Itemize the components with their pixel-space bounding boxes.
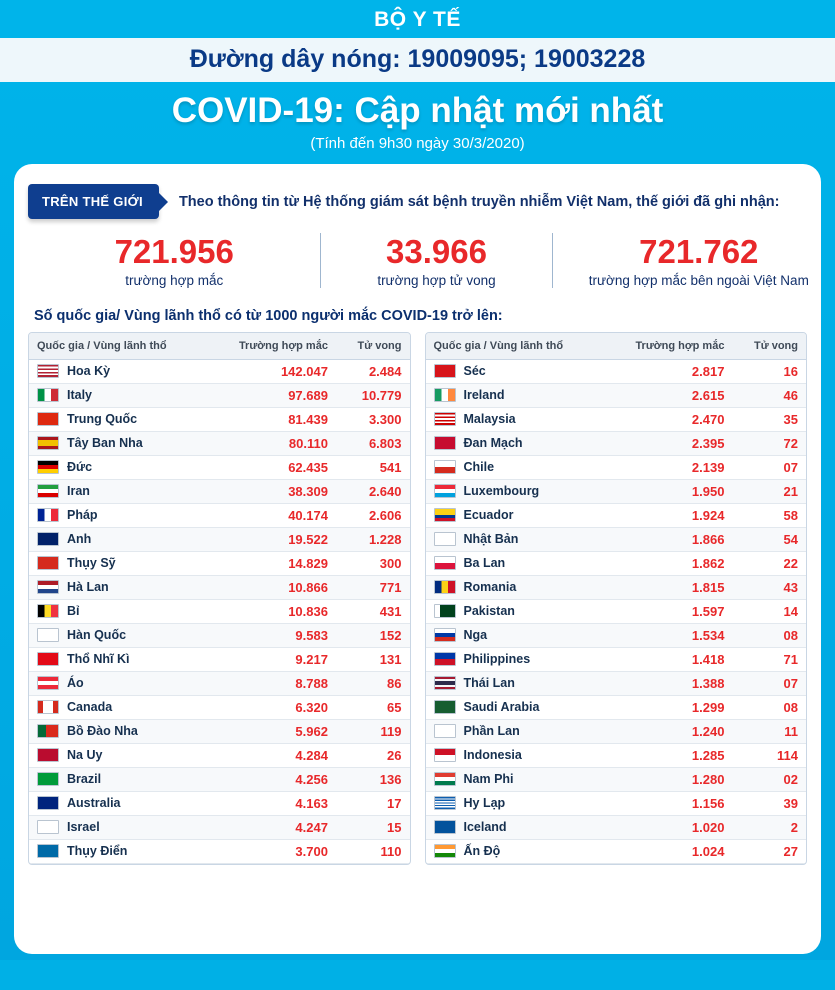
stat-total-deaths bbox=[320, 233, 551, 288]
country-name: Pakistan bbox=[463, 604, 515, 619]
cell-country bbox=[426, 839, 604, 863]
country-name: Nam Phi bbox=[463, 772, 514, 787]
country-name: Philippines bbox=[463, 652, 531, 667]
table-row bbox=[426, 383, 807, 407]
cell-cases: 1.280 bbox=[691, 771, 725, 787]
table-body-left bbox=[29, 359, 410, 863]
cell-cases: 80.110 bbox=[288, 435, 328, 451]
cell-cases: 6.320 bbox=[295, 699, 328, 715]
stat-total-cases bbox=[28, 233, 320, 288]
cell-cases: 2.615 bbox=[691, 387, 725, 403]
table-row bbox=[426, 839, 807, 863]
table-row bbox=[29, 599, 410, 623]
country-name: Ireland bbox=[463, 388, 505, 403]
table-row bbox=[426, 575, 807, 599]
country-name: Saudi Arabia bbox=[463, 700, 540, 715]
table-row bbox=[426, 455, 807, 479]
country-name: Malaysia bbox=[463, 412, 516, 427]
cell-cases: 2.817 bbox=[691, 363, 725, 379]
flag-icon-is bbox=[434, 820, 456, 834]
table-row bbox=[29, 791, 410, 815]
cell-deaths: 17 bbox=[387, 795, 402, 811]
table-row bbox=[29, 671, 410, 695]
cell-deaths: 119 bbox=[380, 723, 402, 739]
flag-icon-my bbox=[434, 412, 456, 426]
cell-cases: 4.163 bbox=[295, 795, 328, 811]
cell-country bbox=[426, 359, 604, 383]
country-name: Trung Quốc bbox=[67, 412, 138, 427]
flag-icon-pt bbox=[37, 724, 59, 738]
cell-deaths: 3.300 bbox=[368, 411, 402, 427]
table-row bbox=[426, 647, 807, 671]
cell-cases: 1.388 bbox=[691, 675, 725, 691]
cell-cases: 1.815 bbox=[691, 579, 725, 595]
cell-country bbox=[29, 359, 207, 383]
cell-deaths: 08 bbox=[783, 699, 798, 715]
cell-country bbox=[29, 407, 207, 431]
cell-country bbox=[29, 671, 207, 695]
flag-icon-ro bbox=[434, 580, 456, 594]
cell-cases: 1.299 bbox=[691, 699, 725, 715]
table-row bbox=[426, 407, 807, 431]
cell-cases: 62.435 bbox=[288, 459, 328, 475]
table-row bbox=[29, 575, 410, 599]
cell-cases: 81.439 bbox=[288, 411, 328, 427]
cell-deaths: 07 bbox=[783, 675, 798, 691]
table-row bbox=[426, 599, 807, 623]
flag-icon-no bbox=[37, 748, 59, 762]
country-name: Brazil bbox=[67, 772, 102, 787]
flag-icon-sa bbox=[434, 700, 456, 714]
cell-deaths: 14 bbox=[783, 603, 798, 619]
cell-deaths: 136 bbox=[379, 771, 402, 787]
table-body-right bbox=[426, 359, 807, 863]
country-table-left bbox=[28, 332, 411, 865]
cell-cases: 2.470 bbox=[691, 411, 725, 427]
table-row bbox=[29, 767, 410, 791]
cell-cases: 40.174 bbox=[288, 507, 328, 523]
country-name: Séc bbox=[463, 364, 486, 379]
table-row bbox=[426, 695, 807, 719]
stat-value: 33.966 bbox=[386, 233, 487, 270]
country-table-right bbox=[425, 332, 808, 865]
country-name: Ba Lan bbox=[463, 556, 506, 571]
flag-icon-de bbox=[37, 460, 59, 474]
table-row bbox=[29, 359, 410, 383]
cell-cases: 8.788 bbox=[295, 675, 328, 691]
country-name: Nga bbox=[463, 628, 488, 643]
cell-cases: 1.950 bbox=[691, 483, 725, 499]
cell-deaths: 2.640 bbox=[368, 483, 402, 499]
flag-icon-ca bbox=[37, 700, 59, 714]
flag-icon-ie bbox=[434, 388, 456, 402]
cell-deaths: 65 bbox=[387, 699, 402, 715]
country-name: Ấn Độ bbox=[463, 844, 501, 859]
cell-cases: 2.395 bbox=[691, 435, 725, 451]
cell-cases: 4.284 bbox=[295, 747, 328, 763]
cell-deaths: 131 bbox=[379, 651, 402, 667]
stat-label: trường hợp mắc bên ngoài Việt Nam bbox=[588, 272, 809, 288]
country-name: Anh bbox=[67, 532, 92, 547]
table-row bbox=[426, 791, 807, 815]
cell-deaths: 21 bbox=[783, 483, 798, 499]
world-tag: TRÊN THẾ GIỚI bbox=[28, 184, 159, 219]
table-row bbox=[426, 479, 807, 503]
stat-value: 721.956 bbox=[114, 233, 234, 270]
country-name: Iran bbox=[67, 484, 90, 499]
country-name: Tây Ban Nha bbox=[67, 436, 143, 451]
table-row bbox=[426, 623, 807, 647]
country-name: Đan Mạch bbox=[463, 436, 523, 451]
cell-country bbox=[29, 551, 207, 575]
cell-cases: 9.583 bbox=[295, 627, 328, 643]
table-row bbox=[29, 479, 410, 503]
cell-cases: 5.962 bbox=[295, 723, 328, 739]
cell-cases: 1.534 bbox=[691, 627, 725, 643]
cell-cases: 1.156 bbox=[691, 795, 725, 811]
cell-deaths: 2 bbox=[790, 819, 798, 835]
cell-cases: 1.924 bbox=[691, 507, 725, 523]
cell-deaths: 541 bbox=[379, 459, 402, 475]
stat-cases-outside-vietnam bbox=[552, 233, 835, 288]
flag-icon-fr bbox=[37, 508, 59, 522]
table-row bbox=[29, 815, 410, 839]
table-row bbox=[426, 527, 807, 551]
country-name: Chile bbox=[463, 460, 495, 475]
country-name: Áo bbox=[67, 676, 84, 691]
cell-deaths: 46 bbox=[783, 387, 798, 403]
cell-cases: 2.139 bbox=[691, 459, 725, 475]
country-name: Hoa Kỳ bbox=[67, 364, 111, 379]
cell-country bbox=[426, 527, 604, 551]
cell-deaths: 771 bbox=[379, 579, 402, 595]
table-row bbox=[29, 431, 410, 455]
footer-spacer bbox=[0, 954, 835, 990]
cell-country bbox=[426, 431, 604, 455]
cell-country bbox=[426, 719, 604, 743]
cell-deaths: 22 bbox=[783, 555, 798, 571]
cell-deaths: 54 bbox=[783, 531, 798, 547]
country-name: Nhật Bản bbox=[463, 532, 519, 547]
cell-deaths: 27 bbox=[783, 843, 798, 859]
cell-deaths: 08 bbox=[783, 627, 798, 643]
flag-icon-se bbox=[37, 844, 59, 858]
cell-country bbox=[29, 743, 207, 767]
cell-cases: 1.024 bbox=[691, 843, 725, 859]
cell-country bbox=[29, 479, 207, 503]
cell-cases: 3.700 bbox=[295, 843, 328, 859]
cell-deaths: 6.803 bbox=[368, 435, 402, 451]
flag-icon-pl bbox=[434, 556, 456, 570]
country-name: Thổ Nhĩ Kì bbox=[67, 652, 130, 667]
flag-icon-tr bbox=[37, 652, 59, 666]
flag-icon-il bbox=[37, 820, 59, 834]
table-row bbox=[426, 815, 807, 839]
page-title: COVID-19: Cập nhật mới nhất bbox=[171, 91, 664, 130]
hotline-band bbox=[0, 38, 835, 82]
cell-cases: 97.689 bbox=[288, 387, 328, 403]
table-row bbox=[29, 647, 410, 671]
cell-country bbox=[29, 815, 207, 839]
country-name: Pháp bbox=[67, 508, 98, 523]
country-name: Australia bbox=[67, 796, 121, 811]
cell-country bbox=[426, 695, 604, 719]
cell-country bbox=[426, 575, 604, 599]
flag-icon-cz bbox=[434, 364, 456, 378]
country-name: Na Uy bbox=[67, 748, 103, 763]
flag-icon-kr bbox=[37, 628, 59, 642]
table-row bbox=[426, 671, 807, 695]
cell-cases: 4.247 bbox=[295, 819, 328, 835]
column-header-cases: Trường hợp mắc bbox=[604, 333, 733, 360]
cell-country bbox=[29, 623, 207, 647]
world-intro-text: Theo thông tin từ Hệ thống giám sát bệnh truyền nhiễm Việt Nam, thế giới đã ghi nhận: bbox=[178, 193, 780, 210]
cell-deaths: 10.779 bbox=[361, 387, 402, 403]
cell-cases: 10.836 bbox=[288, 603, 328, 619]
flag-icon-br bbox=[37, 772, 59, 786]
cell-cases: 1.418 bbox=[691, 651, 725, 667]
cell-country bbox=[29, 767, 207, 791]
country-name: Hy Lạp bbox=[463, 796, 506, 811]
cell-cases: 1.862 bbox=[691, 555, 725, 571]
cell-country bbox=[29, 383, 207, 407]
flag-icon-es bbox=[37, 436, 59, 450]
cell-country bbox=[426, 671, 604, 695]
cell-country bbox=[426, 743, 604, 767]
stat-label: trường hợp mắc bbox=[125, 272, 224, 288]
country-name: Italy bbox=[67, 388, 93, 403]
flag-icon-ir bbox=[37, 484, 59, 498]
country-name: Hà Lan bbox=[67, 580, 109, 595]
ministry-label: BỘ Y TẾ bbox=[374, 8, 461, 31]
cell-country bbox=[29, 527, 207, 551]
country-name: Ecuador bbox=[463, 508, 514, 523]
flag-icon-th bbox=[434, 676, 456, 690]
table-row bbox=[426, 743, 807, 767]
cell-deaths: 2.606 bbox=[368, 507, 402, 523]
cell-deaths: 02 bbox=[783, 771, 798, 787]
cell-cases: 1.240 bbox=[691, 723, 725, 739]
country-name: Bỉ bbox=[67, 604, 80, 619]
cell-country bbox=[426, 647, 604, 671]
cell-deaths: 26 bbox=[387, 747, 402, 763]
cell-country bbox=[29, 791, 207, 815]
flag-icon-ru bbox=[434, 628, 456, 642]
cell-cases: 10.866 bbox=[288, 579, 328, 595]
flag-icon-dk bbox=[434, 436, 456, 450]
cell-deaths: 11 bbox=[784, 723, 798, 739]
table-row bbox=[426, 767, 807, 791]
cell-country bbox=[29, 719, 207, 743]
flag-icon-it bbox=[37, 388, 59, 402]
table-row bbox=[29, 551, 410, 575]
flag-icon-be bbox=[37, 604, 59, 618]
flag-icon-ph bbox=[434, 652, 456, 666]
cell-deaths: 110 bbox=[380, 843, 402, 859]
cell-deaths: 300 bbox=[379, 555, 402, 571]
table-row bbox=[426, 503, 807, 527]
cell-deaths: 1.228 bbox=[368, 531, 402, 547]
table-row bbox=[426, 719, 807, 743]
table-row bbox=[29, 719, 410, 743]
cell-country bbox=[29, 575, 207, 599]
table-row bbox=[426, 551, 807, 575]
cell-cases: 1.866 bbox=[691, 531, 725, 547]
country-tables bbox=[28, 332, 807, 865]
country-name: Hàn Quốc bbox=[67, 628, 127, 643]
flag-icon-at bbox=[37, 676, 59, 690]
table-row bbox=[426, 431, 807, 455]
cell-deaths: 07 bbox=[783, 459, 798, 475]
country-name: Romania bbox=[463, 580, 517, 595]
country-name: Bồ Đào Nha bbox=[67, 724, 138, 739]
stat-label: trường hợp tử vong bbox=[377, 272, 496, 288]
cell-country bbox=[426, 503, 604, 527]
cell-country bbox=[426, 479, 604, 503]
cell-country bbox=[426, 455, 604, 479]
column-header-country: Quốc gia / Vùng lãnh thổ bbox=[29, 333, 207, 360]
cell-deaths: 71 bbox=[783, 651, 798, 667]
cell-deaths: 35 bbox=[783, 411, 798, 427]
cell-cases: 1.597 bbox=[691, 603, 725, 619]
flag-icon-ch bbox=[37, 556, 59, 570]
country-name: Thụy Sỹ bbox=[67, 556, 116, 571]
cell-country bbox=[426, 551, 604, 575]
table-row bbox=[426, 359, 807, 383]
hotline-text: Đường dây nóng: 19009095; 19003228 bbox=[189, 45, 646, 73]
flag-icon-lu bbox=[434, 484, 456, 498]
cell-country bbox=[426, 815, 604, 839]
flag-icon-in bbox=[434, 844, 456, 858]
country-name: Thụy Điển bbox=[67, 844, 128, 859]
table-row bbox=[29, 455, 410, 479]
column-header-country: Quốc gia / Vùng lãnh thổ bbox=[426, 333, 604, 360]
country-name: Israel bbox=[67, 820, 100, 835]
cell-deaths: 2.484 bbox=[368, 363, 402, 379]
flag-icon-au bbox=[37, 796, 59, 810]
content-card bbox=[14, 164, 821, 954]
table-header-row bbox=[426, 333, 807, 360]
cell-country bbox=[29, 839, 207, 863]
cell-deaths: 72 bbox=[783, 435, 798, 451]
cell-country bbox=[29, 647, 207, 671]
cell-deaths: 39 bbox=[783, 795, 798, 811]
cell-deaths: 16 bbox=[783, 363, 798, 379]
cell-cases: 14.829 bbox=[288, 555, 328, 571]
flag-icon-jp bbox=[434, 532, 456, 546]
country-name: Đức bbox=[67, 460, 93, 475]
cell-deaths: 114 bbox=[777, 747, 798, 763]
cell-country bbox=[29, 431, 207, 455]
flag-icon-fi bbox=[434, 724, 456, 738]
cell-deaths: 43 bbox=[783, 579, 798, 595]
column-header-cases: Trường hợp mắc bbox=[207, 333, 336, 360]
table-row bbox=[29, 743, 410, 767]
column-header-deaths: Tử vong bbox=[732, 333, 806, 360]
cell-country bbox=[426, 623, 604, 647]
column-header-deaths: Tử vong bbox=[336, 333, 410, 360]
flag-icon-gb bbox=[37, 532, 59, 546]
cell-deaths: 152 bbox=[379, 627, 402, 643]
table-row bbox=[29, 407, 410, 431]
table-row bbox=[29, 527, 410, 551]
flag-icon-pk bbox=[434, 604, 456, 618]
cell-deaths: 431 bbox=[379, 603, 402, 619]
table-row bbox=[29, 839, 410, 863]
country-name: Phần Lan bbox=[463, 724, 520, 739]
cell-country bbox=[426, 791, 604, 815]
cell-country bbox=[29, 599, 207, 623]
table-row bbox=[29, 503, 410, 527]
cell-country bbox=[426, 383, 604, 407]
world-header-row bbox=[28, 184, 807, 219]
table-row bbox=[29, 695, 410, 719]
page-subtitle: (Tính đến 9h30 ngày 30/3/2020) bbox=[310, 135, 525, 152]
cell-cases: 142.047 bbox=[280, 363, 328, 379]
cell-cases: 4.256 bbox=[295, 771, 328, 787]
cell-country bbox=[426, 767, 604, 791]
header bbox=[0, 0, 835, 152]
country-name: Canada bbox=[67, 700, 113, 715]
cell-cases: 9.217 bbox=[295, 651, 328, 667]
flag-icon-ec bbox=[434, 508, 456, 522]
country-name: Luxembourg bbox=[463, 484, 540, 499]
country-name: Thái Lan bbox=[463, 676, 515, 691]
cell-country bbox=[29, 455, 207, 479]
cell-deaths: 86 bbox=[387, 675, 402, 691]
cell-country bbox=[426, 407, 604, 431]
flag-icon-nl bbox=[37, 580, 59, 594]
cell-cases: 38.309 bbox=[288, 483, 328, 499]
flag-icon-gr bbox=[434, 796, 456, 810]
section-title: Số quốc gia/ Vùng lãnh thổ có từ 1000 người mắc COVID-19 trở lên: bbox=[34, 307, 503, 324]
table-row bbox=[29, 623, 410, 647]
cell-deaths: 58 bbox=[783, 507, 798, 523]
flag-icon-cl bbox=[434, 460, 456, 474]
summary-stats bbox=[28, 233, 807, 294]
cell-cases: 1.020 bbox=[691, 819, 725, 835]
country-name: Iceland bbox=[463, 820, 507, 835]
flag-icon-us bbox=[37, 364, 59, 378]
cell-country bbox=[29, 695, 207, 719]
cell-country bbox=[29, 503, 207, 527]
table-header-row bbox=[29, 333, 410, 360]
cell-cases: 1.285 bbox=[691, 747, 725, 763]
flag-icon-za bbox=[434, 772, 456, 786]
cell-cases: 19.522 bbox=[288, 531, 328, 547]
table-row bbox=[29, 383, 410, 407]
flag-icon-cn bbox=[37, 412, 59, 426]
cell-country bbox=[426, 599, 604, 623]
stat-value: 721.762 bbox=[639, 233, 759, 270]
cell-deaths: 15 bbox=[387, 819, 402, 835]
flag-icon-id bbox=[434, 748, 456, 762]
country-name: Indonesia bbox=[463, 748, 522, 763]
